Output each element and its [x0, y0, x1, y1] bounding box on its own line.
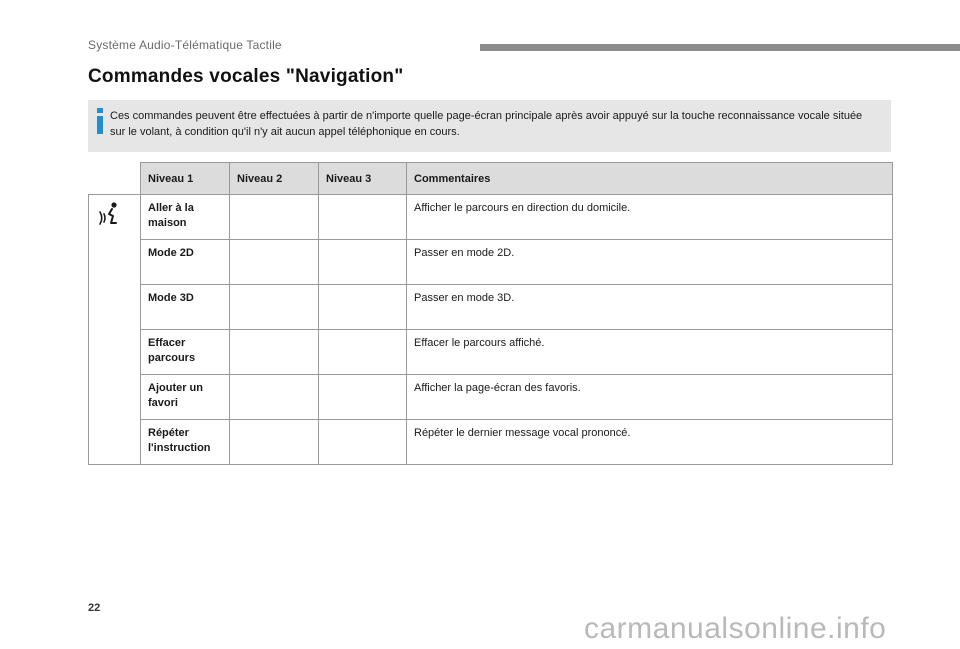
level2-cell — [230, 420, 319, 465]
icon-cell — [89, 195, 141, 465]
info-box — [88, 100, 891, 152]
table-row — [89, 330, 893, 375]
level1-cell: Mode 2D — [141, 240, 230, 285]
level1-cell: Mode 3D — [141, 285, 230, 330]
voice-command-icon — [96, 201, 122, 227]
comment-cell: Passer en mode 3D. — [407, 285, 893, 330]
info-icon — [95, 108, 105, 134]
level1-cell: Aller à la maison — [141, 195, 230, 240]
comment-cell: Afficher le parcours en direction du domicile. — [407, 195, 893, 240]
level3-cell — [319, 330, 407, 375]
level3-cell — [319, 240, 407, 285]
table-row — [89, 240, 893, 285]
table-row — [89, 375, 893, 420]
level3-cell — [319, 195, 407, 240]
level1-cell: Effacer parcours — [141, 330, 230, 375]
comment-cell: Afficher la page-écran des favoris. — [407, 375, 893, 420]
table-header-blank — [89, 163, 141, 195]
info-text: Ces commandes peuvent être effectuées à partir de n'importe quelle page-écran principale après avoir appuyé sur la touche reconnaissance vocale située sur le volant, à condition qu'il n'y ait aucun appel téléphonique en cours. — [110, 110, 863, 138]
voice-commands-table — [88, 162, 893, 465]
header-title: Système Audio-Télématique Tactile — [88, 38, 282, 52]
comment-cell: Effacer le parcours affiché. — [407, 330, 893, 375]
level2-cell — [230, 330, 319, 375]
level2-cell — [230, 285, 319, 330]
level2-cell — [230, 240, 319, 285]
level3-cell — [319, 375, 407, 420]
table-row — [89, 195, 893, 240]
watermark: carmanualsonline.info — [584, 612, 887, 645]
comment-cell: Passer en mode 2D. — [407, 240, 893, 285]
level3-cell — [319, 420, 407, 465]
level1-cell: Ajouter un favori — [141, 375, 230, 420]
table-row — [89, 285, 893, 330]
page-title: Commandes vocales "Navigation" — [88, 66, 404, 87]
level3-cell — [319, 285, 407, 330]
table-header-cell: Niveau 2 — [230, 163, 319, 195]
table-header-cell: Niveau 3 — [319, 163, 407, 195]
level2-cell — [230, 375, 319, 420]
level2-cell — [230, 195, 319, 240]
level1-cell: Répéter l'instruction — [141, 420, 230, 465]
page-number: 22 — [88, 602, 101, 614]
comment-cell: Répéter le dernier message vocal prononcé. — [407, 420, 893, 465]
header-bar — [480, 44, 960, 51]
table-row — [89, 420, 893, 465]
table-header-cell: Niveau 1 — [141, 163, 230, 195]
table-header-cell: Commentaires — [407, 163, 893, 195]
table-header-row — [89, 163, 893, 195]
